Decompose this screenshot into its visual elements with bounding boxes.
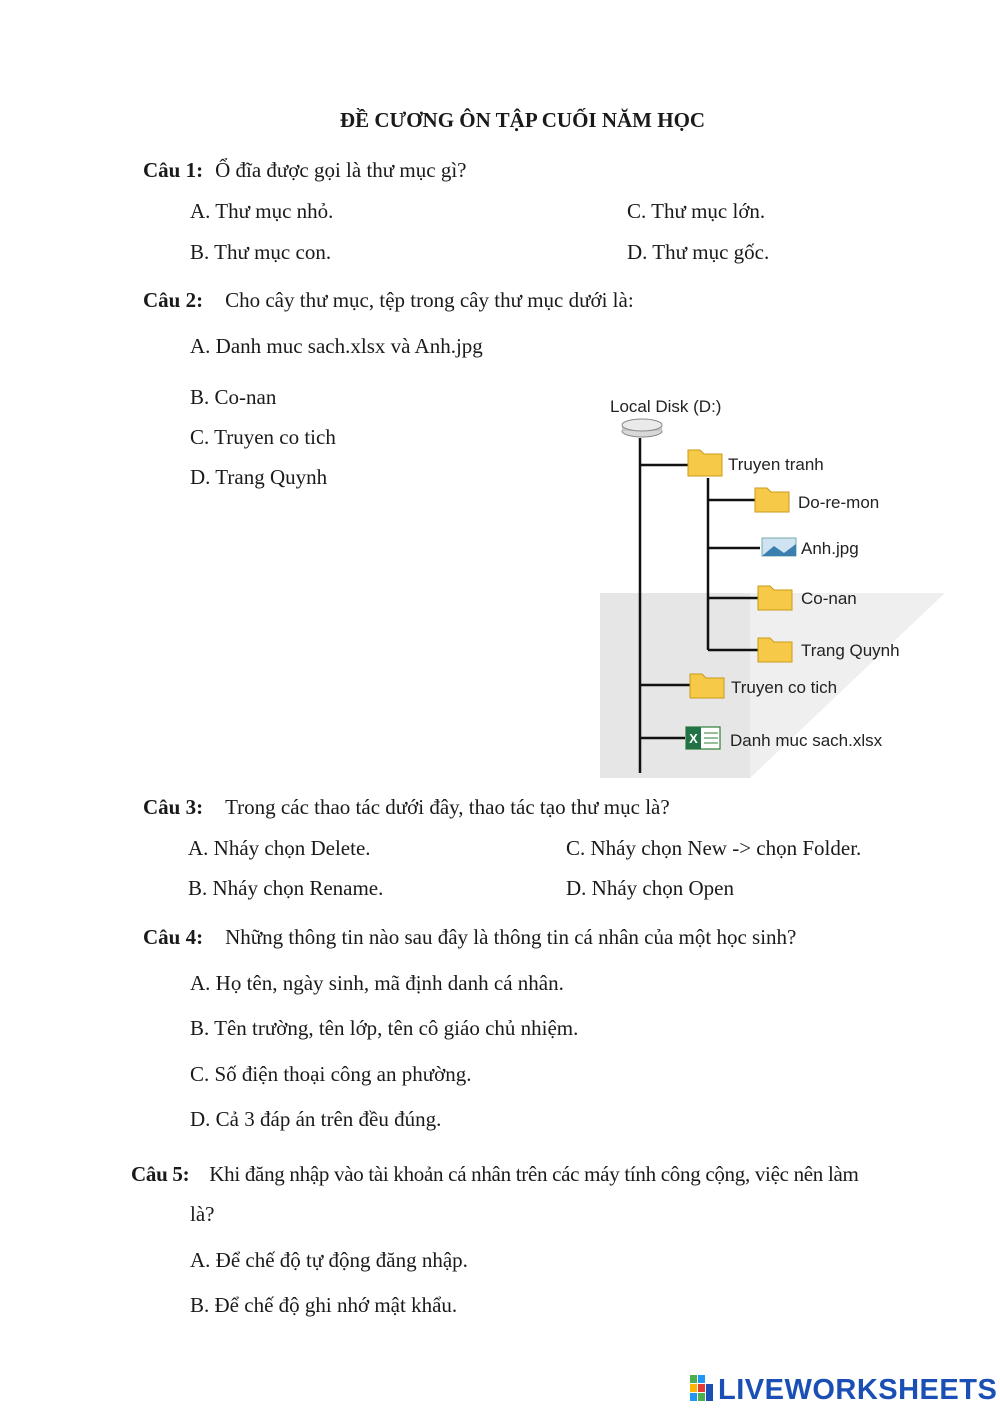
tree-item-truyen-tranh: Truyen tranh (728, 455, 824, 474)
question-2-label: Câu 2: (143, 288, 204, 312)
folder-icon (755, 488, 789, 512)
folder-icon (688, 450, 722, 476)
folder-icon (690, 674, 724, 698)
question-5-label: Câu 5: (131, 1162, 190, 1186)
q2-option-a[interactable]: A. Danh muc sach.xlsx và Anh.jpg (190, 334, 483, 358)
image-icon (762, 538, 796, 556)
folder-icon (758, 586, 792, 610)
question-5-text: Khi đăng nhập vào tài khoản cá nhân trên các máy tính công cộng, việc nên làm (209, 1162, 859, 1186)
question-2-text: Cho cây thư mục, tệp trong cây thư mục dưới là: (225, 288, 634, 312)
q3-option-b[interactable]: B. Nháy chọn Rename. (188, 876, 384, 900)
question-3 (143, 795, 670, 820)
q2-option-b[interactable]: B. Co-nan (190, 385, 277, 409)
q5-option-b[interactable]: B. Để chế độ ghi nhớ mật khẩu. (190, 1293, 458, 1317)
question-3-text: Trong các thao tác dưới đây, thao tác tạo thư mục là? (225, 795, 670, 819)
disk-icon (622, 419, 662, 437)
q1-option-b[interactable]: B. Thư mục con. (190, 240, 332, 264)
tree-item-danh-muc-sach: Danh muc sach.xlsx (730, 731, 883, 750)
q1-option-a[interactable]: A. Thư mục nhỏ. (190, 199, 334, 223)
question-3-label: Câu 3: (143, 795, 204, 819)
page-title: ĐỀ CƯƠNG ÔN TẬP CUỐI NĂM HỌC (339, 108, 706, 132)
directory-tree-figure (600, 388, 945, 778)
question-4-label: Câu 4: (143, 925, 204, 949)
q3-option-d[interactable]: D. Nháy chọn Open (566, 876, 734, 900)
tree-item-co-nan: Co-nan (801, 589, 857, 608)
tree-root-label: Local Disk (D:) (610, 397, 722, 416)
q1-option-d[interactable]: D. Thư mục gốc. (627, 240, 770, 264)
excel-icon (686, 727, 720, 749)
liveworksheets-logo[interactable] (690, 1373, 997, 1407)
question-5-text-cont: là? (190, 1202, 215, 1226)
q3-option-c[interactable]: C. Nháy chọn New -> chọn Folder. (566, 836, 862, 860)
svg-text:X: X (689, 731, 698, 746)
question-1 (143, 158, 467, 183)
q4-option-b[interactable]: B. Tên trường, tên lớp, tên cô giáo chủ nhiệm. (190, 1016, 579, 1040)
tree-item-anh-jpg: Anh.jpg (801, 539, 859, 558)
q2-option-d[interactable]: D. Trang Quynh (190, 465, 328, 489)
question-4-text: Những thông tin nào sau đây là thông tin cá nhân của một học sinh? (225, 925, 797, 949)
question-2 (143, 288, 634, 313)
logo-text: LIVEWORKSHEETS (718, 1373, 998, 1406)
q4-option-a[interactable]: A. Họ tên, ngày sinh, mã định danh cá nhân. (190, 971, 564, 995)
folder-icon (758, 638, 792, 662)
question-5 (131, 1162, 859, 1187)
tree-item-do-re-mon: Do-re-mon (798, 493, 880, 512)
q1-option-c[interactable]: C. Thư mục lớn. (627, 199, 766, 223)
q4-option-c[interactable]: C. Số điện thoại công an phường. (190, 1062, 472, 1086)
q5-option-a[interactable]: A. Để chế độ tự động đăng nhập. (190, 1248, 468, 1272)
q4-option-d[interactable]: D. Cả 3 đáp án trên đều đúng. (190, 1107, 442, 1131)
q2-option-c[interactable]: C. Truyen co tich (190, 425, 336, 449)
question-1-text: Ổ đĩa được gọi là thư mục gì? (215, 158, 467, 182)
q3-option-a[interactable]: A. Nháy chọn Delete. (188, 836, 371, 860)
tree-item-trang-quynh: Trang Quynh (801, 641, 900, 660)
tree-item-truyen-co-tich: Truyen co tich (731, 678, 838, 697)
question-1-label: Câu 1: (143, 158, 204, 182)
question-4 (143, 925, 796, 950)
logo-icon (690, 1375, 714, 1405)
